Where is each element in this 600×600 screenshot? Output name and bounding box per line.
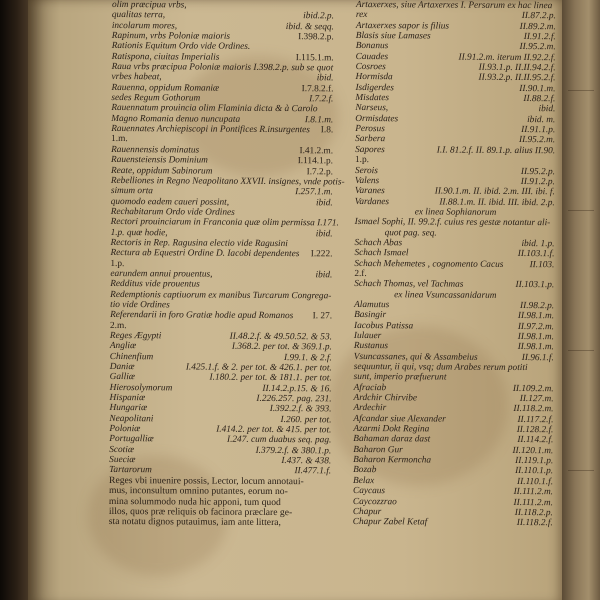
index-entry: sequuntur, ii qui, vsq; dum Arabes rerum potiti [353,362,528,374]
index-entry: Hormisda II.93.2.p. II.II.95.2.f. [355,72,556,84]
index-entry: 1.p. [110,258,125,269]
index-entry: Azarmi Dokt Regina II.128.2.f. [353,424,554,436]
index-entry: olim præcipua vrbs, [111,0,187,11]
index-entry: Rauenna, oppidum Romaniæ I.7.8.2.f. [111,82,334,95]
index-entry: 2.m. [109,320,127,331]
index-entry: Cosroes II.93.1.p. II.II.94.2.f. [355,62,556,74]
index-entry: Alamutus II.98.2.p. [354,299,555,312]
index-entry: Magno Romania denuo nuncupata I.8.1.m. [111,113,334,126]
index-entry: Rectura ab Equestri Ordine D. Iacobi dependentes I.222. [110,248,333,260]
index-entry: Redemptionis captiuorum ex manibus Turcarum Congrega- [110,289,332,301]
index-entry: Ormisdates ibid. m. [355,113,556,126]
index-entry: Sapores I.I. 81.2.f. II. 89.1.p. alius II.90. [355,144,556,157]
index-entry: Bozab II.110.1.p. [353,465,554,477]
index-entry: Rectori prouinciarum in Franconia quæ olim permissa I.171. [110,217,339,229]
index-entry: Angliæ I.368.2. per tot. & 369.1.p. [109,341,332,353]
index-entry: Chapur II.118.2.p. [352,506,553,519]
index-entry: Scotiæ I.379.2.f. & 380.1.p. [109,444,332,457]
index-entry: Blasis siue Lamases II.91.2.f. [355,31,556,43]
index-entry: Reate, oppidum Sabinorum I.7.2.p. [110,165,333,177]
index-entry: earundem annui prouentus, ibid. [110,268,333,281]
index-entry: Rauennensis dominatus I.41.2.m. [111,144,334,157]
index-entry: vrbes habeat, ibid. [111,72,334,84]
index-entry: Referendarii in foro Gratiæ hodie apud Romanos I. 27. [110,310,333,322]
index-entry: Galliæ I.180.2. per tot. & 181.1. per tot. [109,372,332,384]
index-entry: Rebelliones in Regno Neapolitano XXVII. insignes, vnde potis- [110,175,345,188]
index-entry: Bahaman daraz dast II.114.2.f. [353,434,554,446]
index-entry: Rauensteiensis Dominium I.114.1.p. [110,155,334,167]
paragraph-line: illos, quos præ reliquis ob facinora præclare ge- [108,505,293,518]
paragraph-line: mus, inconsultum omnino putantes, eorum no- [108,485,288,498]
index-entry: Schach Abas ibid. 1.p. [354,237,555,250]
index-entry: quomodo eadem caueri possint, ibid. [110,196,333,208]
index-entry: Varanes II.90.1.m. II. ibid. 2.m. III. ibi. f. [354,186,555,198]
index-entry: Schach Thomas, vel Tachmas II.103.1.p. [354,279,555,291]
index-entry: Tartarorum II.477.1.f. [109,465,332,477]
index-entry: 1.p. [354,155,370,166]
index-entry: Artaxerxes, siue Artaxerxes I. Persarum ex hac linea [355,0,553,12]
index-entry: qualitas terra, ibid.2.p. [111,10,334,22]
index-entry: Rechabitarum Ordo vide Ordines [110,206,235,218]
index-entry: Rustanus II.98.1.m. [353,341,554,353]
index-entry: Artaxerxes sapor is filius II.89.2.m. [355,20,556,32]
index-entry: quot pag. seq. [384,227,437,239]
index-entry: 1.p. quæ hodie, ibid. [110,227,333,239]
index-entry: Schach Ismael II.103.1.f. [354,248,555,260]
index-entry: Redditus vide prouentus [110,279,200,290]
paragraph-line: sta notatu dignos putauimus, iam ante littera, [108,516,281,529]
index-entry: Hierosolymorum II.14.2.p.15. & 16. [109,382,332,395]
index-entry: Hispaniæ I.226.257. pag. 231. [109,393,332,405]
index-entry: Misdates II.88.2.f. [355,93,556,105]
index-entry: sunt, imperio præfuerunt [353,372,447,383]
index-entry: Narseus, ibid. [355,103,556,115]
book-spine [0,0,30,600]
index-entry: 1.m. [111,134,128,145]
index-entry: Rapinum, vrbs Poloniæ maioris I.398.2.p. [111,31,334,43]
index-entry: Schach Mehemetes , cognomento Cacus II.103. [354,258,555,270]
index-entry: Baharon Gur II.120.1.m. [353,444,554,456]
index-entry: Rectoris in Rep. Ragusina electio vide Ragusini [110,237,288,249]
index-entry: Perosus II.91.1.p. [355,124,556,136]
index-column-left [108,0,345,529]
index-entry: Ardchir Chirvibe II.127.m. [353,393,554,405]
paragraph-line: Reges vbi inuenire possis, Lector, locum annotaui- [109,474,304,487]
index-entry: Chapur Zabel Ketaf II.118.2.f. [352,517,553,529]
index-entry: Ardechir II.118.2.m. [353,403,554,415]
index-entry: Afcandar siue Alexander II.117.2.f. [353,413,554,425]
index-column-right [353,0,556,529]
index-entry: Vsuncassanes, qui & Assambeius II.96.1.f. [353,351,554,363]
index-entry: Ismael Sophi, II. 99.2.f. cuius res gestæ notantur ali- [354,217,551,229]
index-entry: Ratispona, ciuitas Imperialis I.115.1.m. [111,51,334,64]
index-entry: Baharon Kermoncha II.119.1.p. [353,455,554,467]
index-entry: Rationis Equitum Ordo vide Ordines. [111,41,251,53]
index-entry: Cauades II.91.2.m. iterum II.92.2.f. [355,51,556,63]
index-entry: Basingir II.98.1.m. [354,310,555,322]
index-entry: Neapolitani I.260. per tot. [109,413,332,426]
index-entry: Raua vrbs præcipua Poloniæ maioris I.398.2.p. sub se quot [111,62,334,74]
next-page-edge [562,0,600,600]
index-entry: Bonanus II.95.2.m. [355,41,556,53]
index-entry: Serois II.95.2.p. [354,165,555,177]
index-entry: simum orta I.257.1.m. [110,186,333,198]
index-entry: Rauennates Archiepiscopi in Pontifices R.insurgentes I.8. [111,124,334,136]
index-entry: incolarum mores, ibid. & seqq. [111,20,334,33]
index-entry: Reges Ægypti II.48.2.f. & 49.50.52. & 53. [109,330,332,343]
index-entry: Chinenfium I.99.1. & 2.f. [109,351,332,364]
index-entry: sedes Regum Gothorum I.7.2.f. [111,93,334,105]
index-entry: Sarbera II.95.2.m. [355,134,556,146]
paragraph-line: mina solummodo nuda hic apponi, tum quod [108,495,281,508]
index-entry: Caycozzrao II.111.2.m. [352,496,553,508]
index-entry: Valens II.91.2.p. [354,175,555,188]
index-entry: Portugalliæ I.247. cum duabus seq. pag. [109,434,332,446]
index-entry: Belax II.110.1.f. [353,475,554,488]
index-entry: Iulauer II.98.1.m. [353,330,554,343]
index-entry: Daniæ I.425.1.f. & 2. per tot. & 426.1. per tot. [109,362,332,374]
index-entry: rex II.87.2.p. [355,10,556,22]
index-entry: Poloniæ I.414.2. per tot. & 415. per tot. [109,424,332,436]
section-heading: ex linea Vsuncassanidarum [394,289,497,301]
index-entry: Caycaus II.111.2.m. [352,486,554,498]
index-entry: tio vide Ordines [110,299,170,311]
section-heading: ex linea Sophianorum [414,207,497,218]
index-entry: Rauennatum prouincia olim Flaminia dicta & à Carolo [111,103,318,115]
index-entry: Isdigerdes II.90.1.m. [355,82,556,94]
index-entry: Sueciæ I.437. & 438. [109,455,332,467]
index-entry: Afraciab II.109.2.m. [353,382,554,394]
index-entry: 2.f. [354,268,367,280]
index-entry: Iacobus Patissa II.97.2.m. [353,320,555,332]
index-entry: Hungariæ I.392.2.f. & 393. [109,403,332,415]
index-entry: Vardanes II.88.1.m. II. ibid. III. ibid. 2.p. [354,196,555,208]
